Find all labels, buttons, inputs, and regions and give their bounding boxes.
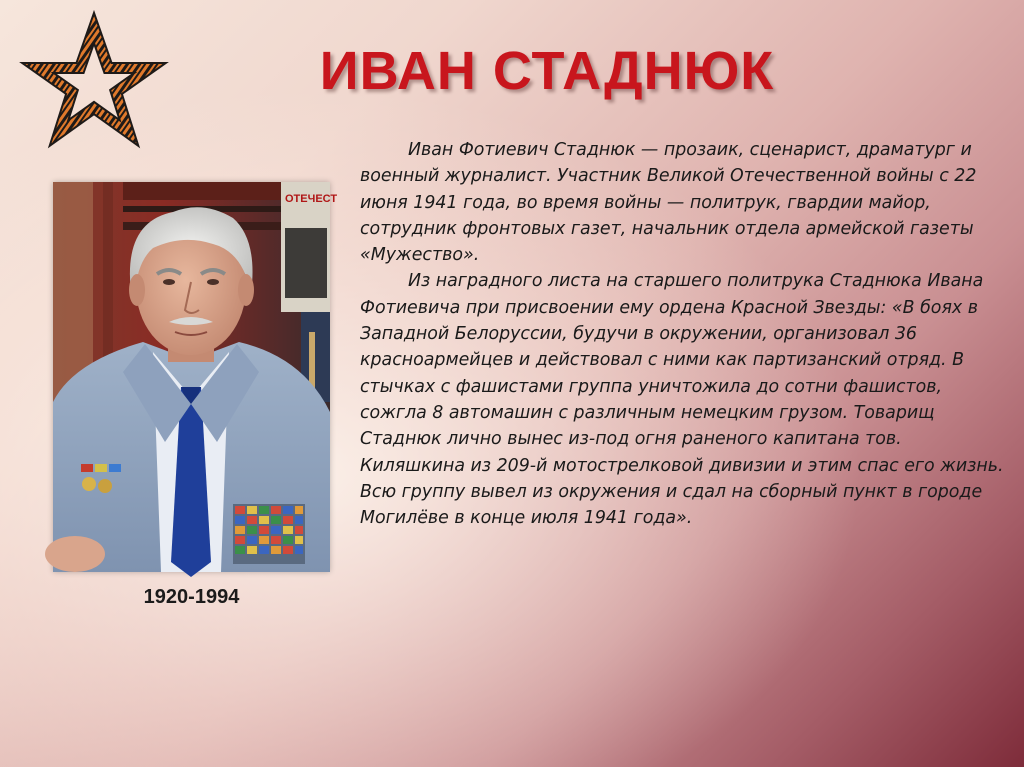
slide-title: ИВАН СТАДНЮК xyxy=(319,41,775,101)
biography-text xyxy=(360,137,1005,531)
life-years: 1920-1994 xyxy=(143,586,240,608)
portrait-photo xyxy=(53,182,338,572)
bio-paragraph: Из наградного листа на старшего политрука Стаднюка Ивана Фотиевича при присвоении ему ордена Красной Звезды: «В боях в Западной Белоруссии, будучи в окружении, организовал 36 красноармейцев и действовал с ними как партизанский отряд. В стычках с фашистами группа уничтожила до сотни фашистов, сожгла 8 автомашин с различным немецким грузом. Товарищ Стаднюк лично вынес из-под огня раненого капитана тов. Киляшкина из 209-й мотострелковой дивизии и этим спас его жизнь. Всю группу вывел из окружения и сдал на сборный пункт в городе Могилёве в конце июля 1941 года». xyxy=(360,271,1004,529)
poster-text: ОТЕЧЕСТ xyxy=(285,193,338,205)
bio-paragraph: Иван Фотиевич Стаднюк — прозаик, сценарист, драматург и военный журналист. Участник Великой Отечественной войны с 22 июня 1941 года, во время войны — политрук, гвардии майор, сотрудник фронтовых газет, начальник отдела армейской газеты «Мужество». xyxy=(360,140,977,266)
